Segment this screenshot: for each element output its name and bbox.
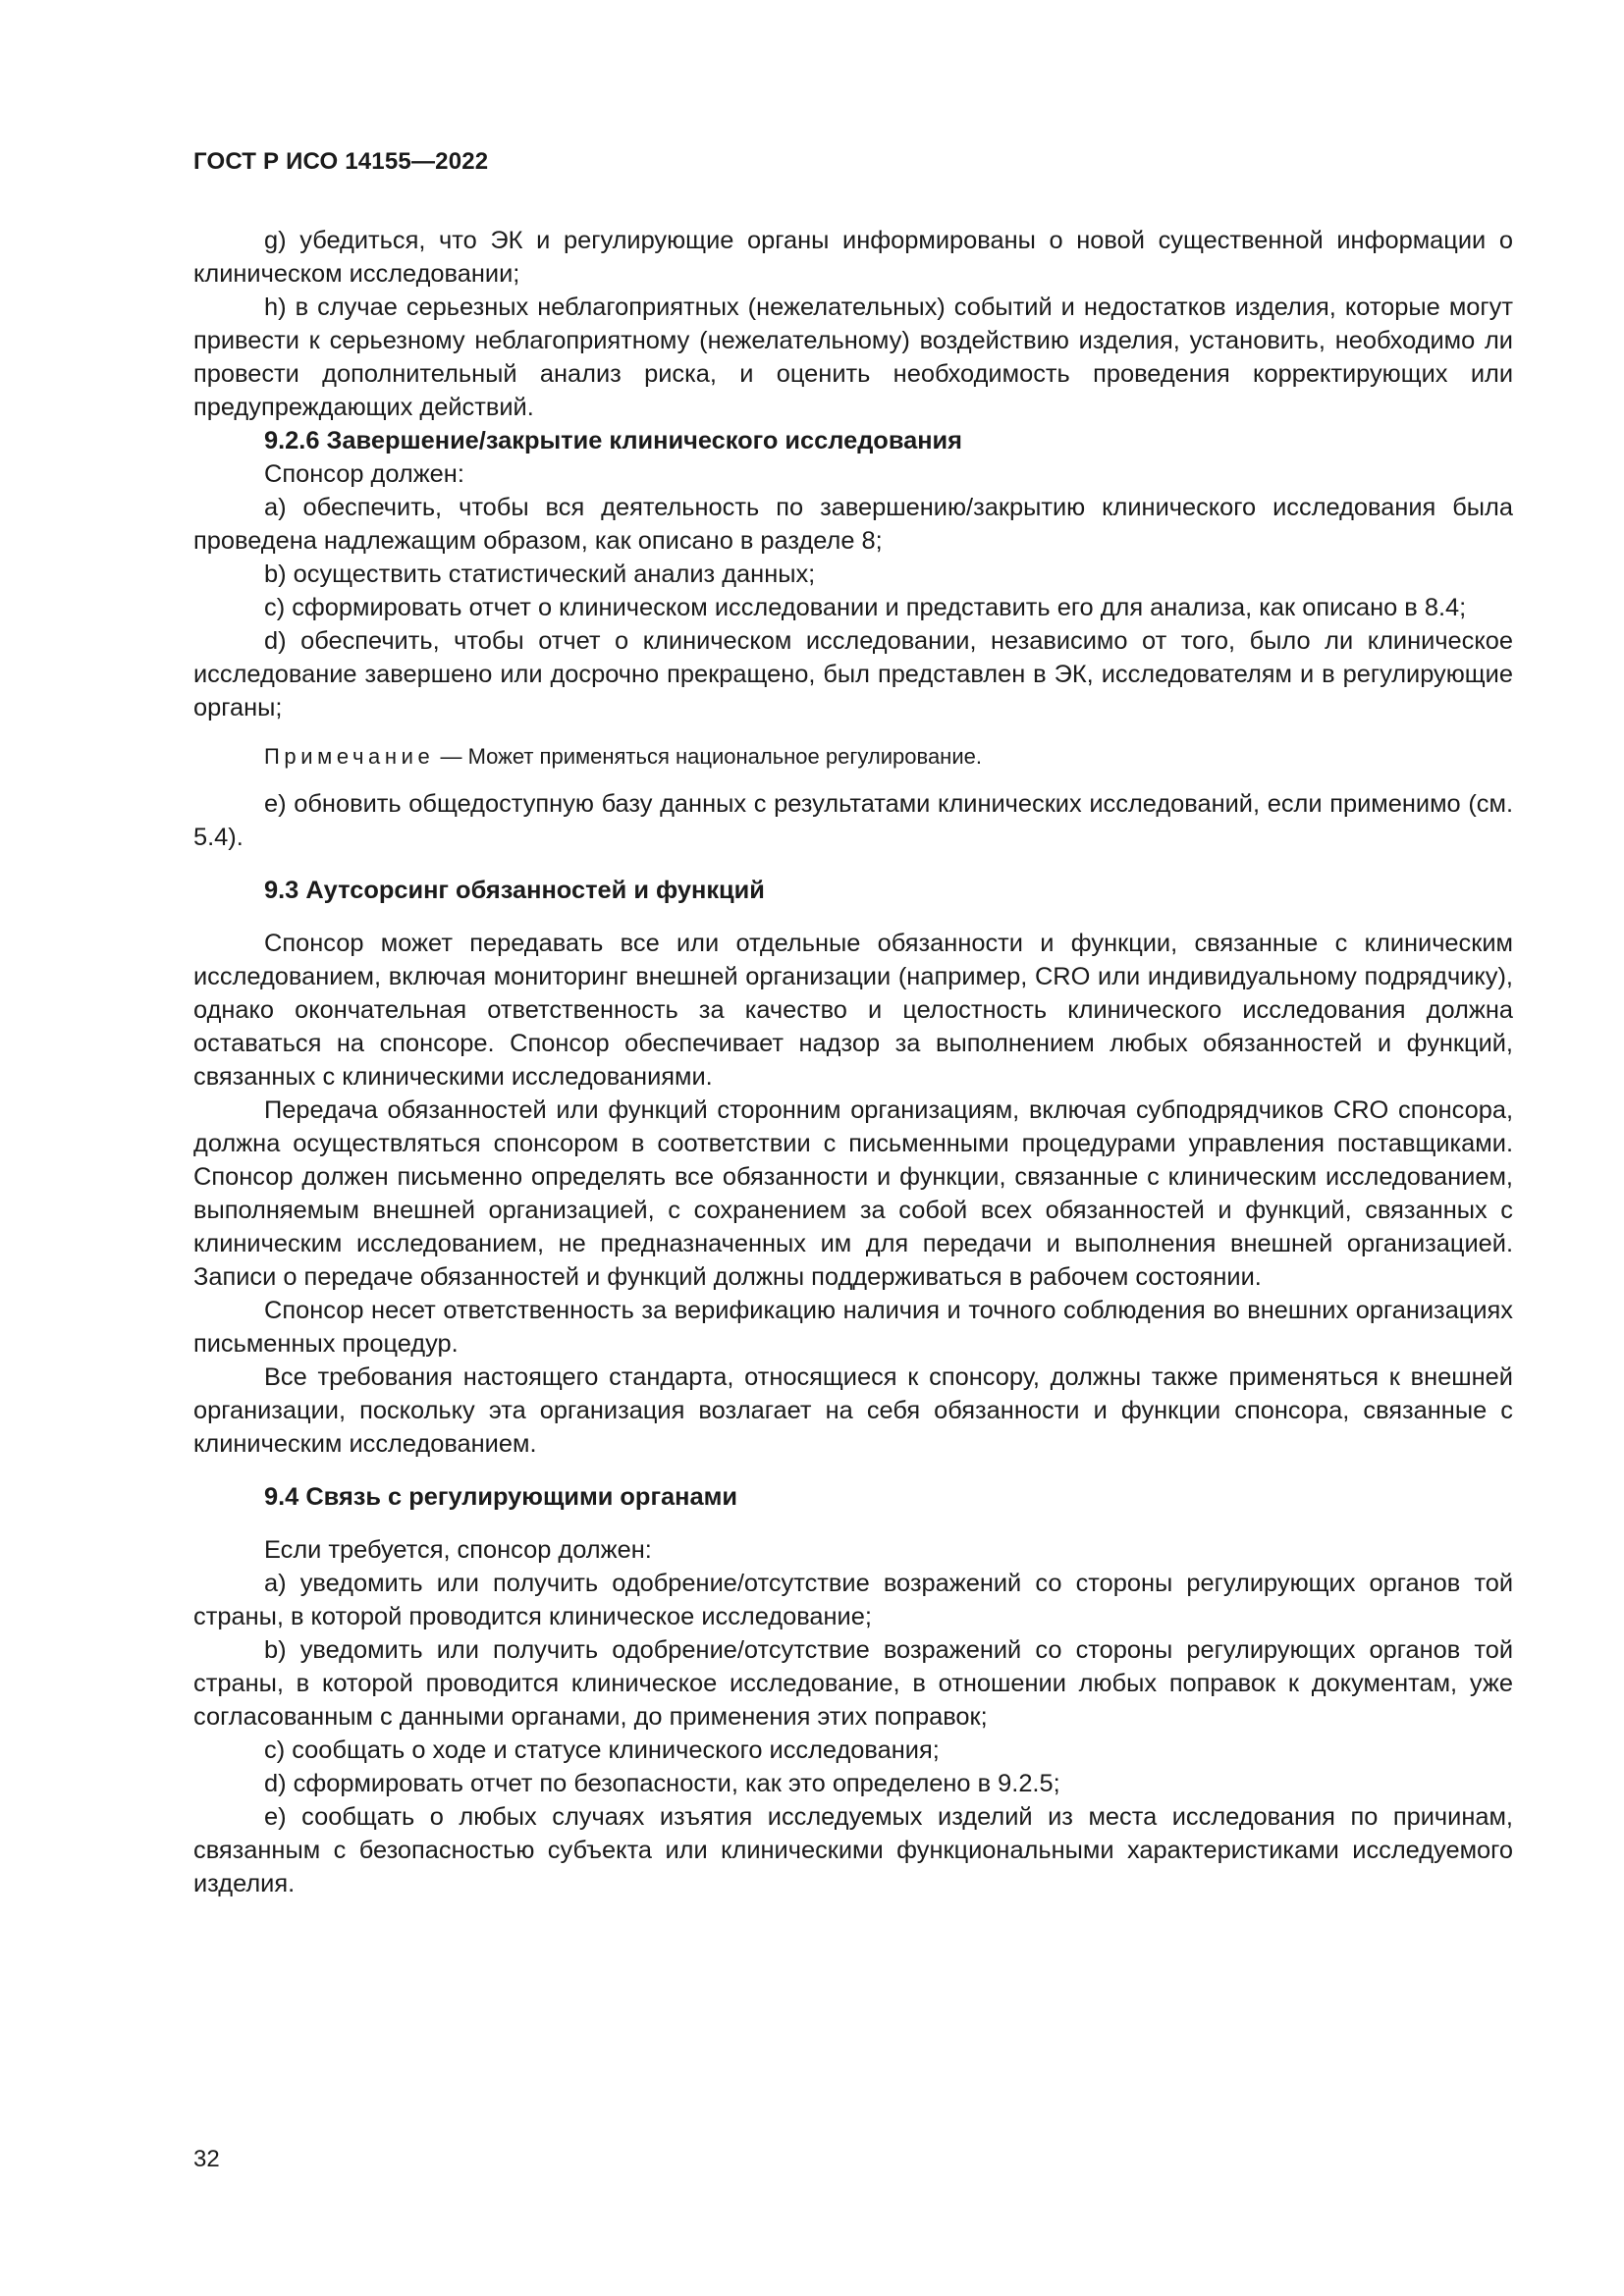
document-header-title: ГОСТ Р ИСО 14155—2022 [193,148,489,175]
paragraph-outsourcing-1: Спонсор может передавать все или отдельные обязанности и функции, связанные с клиническим исследованием, включая мониторинг внешней организации (например, CRO или индивидуальному подрядчику), однако окончательная ответственность за качество и целостность клинического исследования должна оставаться на спонсоре. Спонсор обеспечивает надзор за выполнением любых обязанностей и функций, связанных с клиническими исследованиями. [193,930,1513,1091]
list-item-b-regulatory: b) уведомить или получить одобрение/отсутствие возражений со стороны регулирующих органов той страны, в которой проводится клиническое исследование, в отношении любых поправок к документам, уже согласованным с данными органами, до применения этих поправок; [193,1636,1513,1731]
document-body [193,224,1513,1900]
list-item-h: h) в случае серьезных неблагоприятных (нежелательных) событий и недостатков изделия, которые могут привести к серьезному неблагоприятному (нежелательному) воздействию изделия, установить, необходимо ли провести дополнительный анализ риска, и оценить необходимость проведения корректирующих или предупреждающих действий. [193,294,1513,421]
paragraph-sponsor-must: Спонсор должен: [264,460,464,488]
paragraph-outsourcing-2: Передача обязанностей или функций сторонним организациям, включая субподрядчиков CRO спонсора, должна осуществляться спонсором в соответствии с письменными процедурами управления поставщиками. Спонсор должен письменно определять все обязанности и функции, связанные с клиническим исследованием, выполняемым внешней организацией, с сохранением за собой всех обязанностей и функций, связанных с клиническим исследованием, не предназначенных им для передачи и выполнения внешней организацией. Записи о передаче обязанностей и функций должны поддерживаться в рабочем состоянии. [193,1096,1513,1291]
section-heading-9-2-6: 9.2.6 Завершение/закрытие клинического исследования [264,427,962,454]
list-item-e-regulatory: e) сообщать о любых случаях изъятия исследуемых изделий из места исследования по причинам, связанным с безопасностью субъекта или клиническими функциональными характеристиками исследуемого изделия. [193,1803,1513,1897]
note-label: Примечание [264,744,435,769]
list-item-d-regulatory: d) сформировать отчет по безопасности, как это определено в 9.2.5; [264,1770,1060,1797]
section-heading-9-4: 9.4 Связь с регулирующими органами [264,1483,737,1511]
list-item-a: a) обеспечить, чтобы вся деятельность по завершению/закрытию клинического исследования была проведена надлежащим образом, как описано в разделе 8; [193,494,1513,555]
paragraph-if-required: Если требуется, спонсор должен: [264,1536,652,1564]
note-text: — Может применяться национальное регулирование. [434,744,982,769]
list-item-e: e) обновить общедоступную базу данных с результатами клинических исследований, если применимо (см. 5.4). [193,790,1513,851]
paragraph-outsourcing-4: Все требования настоящего стандарта, относящиеся к спонсору, должны также применяться к внешней организации, поскольку эта организация возлагает на себя обязанности и функции спонсора, связанные с клиническим исследованием. [193,1363,1513,1458]
note [193,742,1513,772]
list-item-d: d) обеспечить, чтобы отчет о клиническом исследовании, независимо от того, было ли клиническое исследование завершено или досрочно прекращено, был представлен в ЭК, исследователям и в регулирующие органы; [193,627,1513,721]
page-number: 32 [193,2146,220,2172]
list-item-b: b) осуществить статистический анализ данных; [264,561,816,588]
list-item-c-regulatory: c) сообщать о ходе и статусе клинического исследования; [264,1736,940,1764]
list-item-a-regulatory: a) уведомить или получить одобрение/отсутствие возражений со стороны регулирующих органов той страны, в которой проводится клиническое исследование; [193,1570,1513,1630]
section-heading-9-3: 9.3 Аутсорсинг обязанностей и функций [264,877,765,904]
list-item-c: c) сформировать отчет о клиническом исследовании и представить его для анализа, как описано в 8.4; [264,594,1467,621]
paragraph-outsourcing-3: Спонсор несет ответственность за верификацию наличия и точного соблюдения во внешних организациях письменных процедур. [193,1297,1513,1358]
list-item-g: g) убедиться, что ЭК и регулирующие органы информированы о новой существенной информации о клиническом исследовании; [193,227,1513,288]
